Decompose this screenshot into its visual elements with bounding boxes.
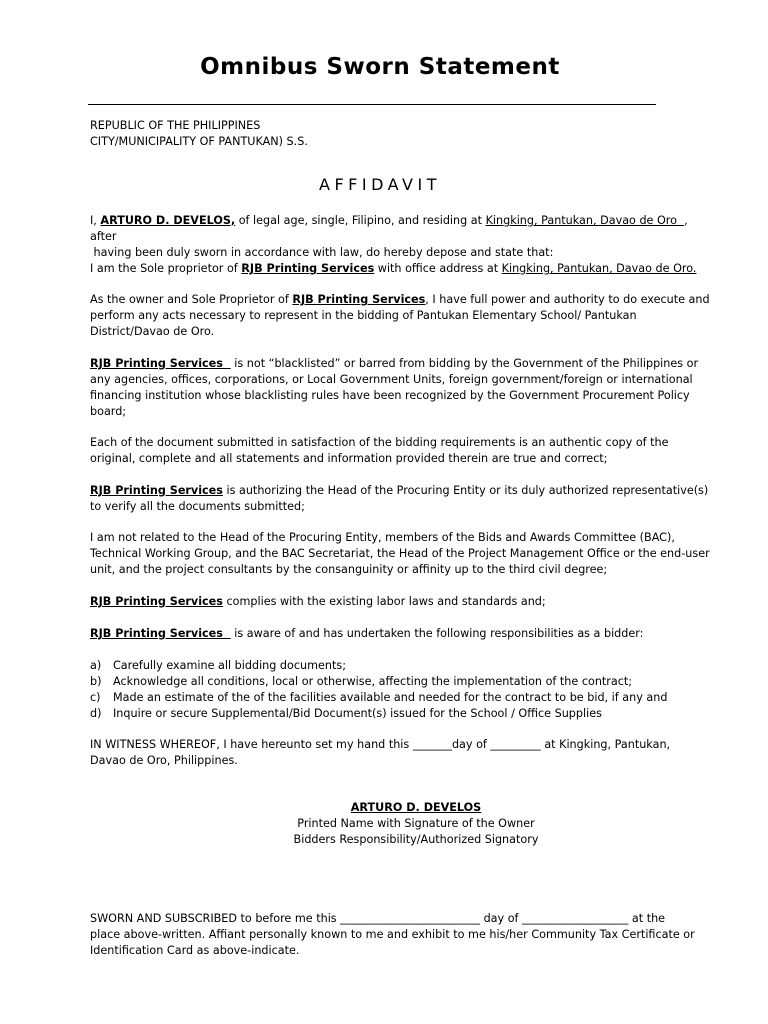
header-republic: REPUBLIC OF THE PHILIPPINES bbox=[90, 119, 261, 132]
office-address: Kingking, Pantukan, Davao de Oro. bbox=[501, 262, 697, 275]
company-name: RJB Printing Services bbox=[90, 595, 223, 608]
paragraph-authority bbox=[90, 292, 714, 340]
affiant-name: ARTURO D. DEVELOS, bbox=[100, 214, 236, 227]
document-title: Omnibus Sworn Statement bbox=[200, 54, 560, 80]
list-marker: b) bbox=[90, 675, 102, 688]
p1-mid: of legal age, single, Filipino, and residing at bbox=[235, 214, 486, 227]
paragraph-blacklist bbox=[90, 356, 714, 420]
sworn-line2: place above-written. Affiant personally known to me and exhibit to me his/her Community Tax Certificate or bbox=[90, 928, 695, 941]
witness-line1: IN WITNESS WHEREOF, I have hereunto set my hand this _______day of _________ at Kingking, Pantukan, bbox=[90, 738, 671, 751]
list-item bbox=[90, 690, 714, 706]
paragraph-sworn bbox=[90, 911, 714, 959]
paragraph-labor bbox=[90, 594, 714, 610]
p8-rest: complies with the existing labor laws and standards and; bbox=[222, 595, 546, 608]
p4-rest: is not “blacklisted” or barred from bidding by the Government of the Philippines or any agencies, offices, corporations, or Local Government Units, foreign government/foreign or international financing institution whose blacklisting rules have been recognized by the Government Procurement Policy board; bbox=[90, 357, 699, 418]
affiant-address: Kingking, Pantukan, Davao de Oro bbox=[485, 214, 685, 227]
list-item bbox=[90, 706, 714, 722]
p9-rest: is aware of and has undertaken the following responsibilities as a bidder: bbox=[230, 627, 644, 640]
list-marker: a) bbox=[90, 659, 102, 672]
paragraph-proprietor bbox=[90, 261, 714, 277]
list-item bbox=[90, 674, 714, 690]
company-name: RJB Printing Services bbox=[292, 293, 426, 306]
p1-suffix: , after bbox=[90, 214, 688, 243]
p6-rest: is authorizing the Head of the Procuring Entity or its duly authorized representative(s) to verify all the documents submitted; bbox=[90, 484, 709, 513]
list-text: Made an estimate of the of the facilities available and needed for the contract to be bid, if any and bbox=[113, 691, 668, 704]
paragraph-documents: Each of the document submitted in satisfaction of the bidding requirements is an authentic copy of the original, complete and all statements and information provided therein are true and correct; bbox=[90, 436, 669, 465]
signatory-caption-2: Bidders Responsibility/Authorized Signatory bbox=[293, 833, 539, 846]
list-text: Inquire or secure Supplemental/Bid Document(s) issued for the School / Office Supplies bbox=[113, 707, 602, 720]
list-text: Acknowledge all conditions, local or otherwise, affecting the implementation of the contract; bbox=[113, 675, 633, 688]
p3-rest: , I have full power and authority to do execute and perform any acts necessary to represent in the bidding of Pantukan Elementary School/ Pantukan District/Davao de Oro. bbox=[90, 293, 710, 338]
list-text: Carefully examine all bidding documents; bbox=[113, 659, 346, 672]
paragraph-relation: I am not related to the Head of the Procuring Entity, members of the Bids and Awards Committee (BAC), Technical Working Group, and the BAC Secretariat, the Head of the Project Management Office or the end-user unit, and the project consultants by the consanguinity or affinity up to the third civil degree; bbox=[90, 531, 710, 576]
company-name: RJB Printing Services bbox=[90, 484, 223, 497]
affidavit-heading: AFFIDAVIT bbox=[319, 175, 441, 194]
list-marker: d) bbox=[90, 707, 102, 720]
header-municipality: CITY/MUNICIPALITY OF PANTUKAN) S.S. bbox=[90, 135, 308, 148]
paragraph-witness bbox=[90, 737, 714, 769]
title-underline bbox=[88, 104, 656, 105]
paragraph-responsibilities bbox=[90, 626, 714, 642]
responsibility-list bbox=[90, 658, 714, 722]
company-name: RJB Printing Services bbox=[241, 262, 375, 275]
paragraph-affiant bbox=[90, 213, 714, 261]
p2-prefix: I am the Sole proprietor of bbox=[90, 262, 242, 275]
signatory-caption-1: Printed Name with Signature of the Owner bbox=[297, 817, 535, 830]
p1-prefix: I, bbox=[90, 214, 101, 227]
p2-mid: with office address at bbox=[374, 262, 502, 275]
jurisdiction-header bbox=[90, 118, 714, 150]
list-marker: c) bbox=[90, 691, 101, 704]
company-name: RJB Printing Services bbox=[90, 357, 231, 370]
company-name: RJB Printing Services bbox=[90, 627, 231, 640]
witness-line2: Davao de Oro, Philippines. bbox=[90, 754, 238, 767]
p1-line2: having been duly sworn in accordance with law, do hereby depose and state that: bbox=[90, 246, 554, 259]
signatory-name: ARTURO D. DEVELOS bbox=[350, 801, 482, 814]
signature-block bbox=[0, 800, 768, 848]
sworn-line1: SWORN AND SUBSCRIBED to before me this _________________________ day of ___________________ at the bbox=[90, 912, 666, 925]
list-item bbox=[90, 658, 714, 674]
sworn-line3: Identification Card as above-indicate. bbox=[90, 944, 300, 957]
p3-prefix: As the owner and Sole Proprietor of bbox=[90, 293, 293, 306]
paragraph-verification bbox=[90, 483, 714, 515]
